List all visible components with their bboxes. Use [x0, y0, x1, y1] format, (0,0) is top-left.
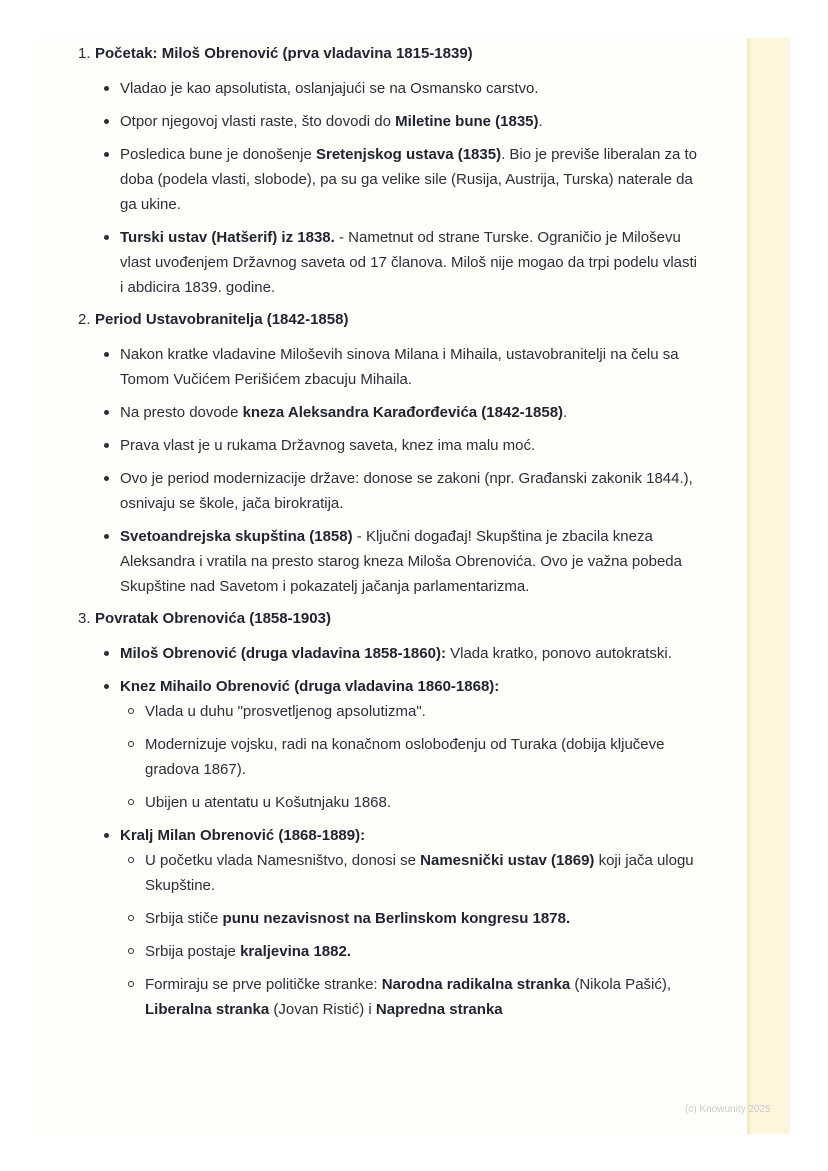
sub-list-item: Srbija postaje kraljevina 1882. — [145, 939, 698, 964]
document-page — [38, 38, 790, 1134]
list-item: Prava vlast je u rukama Državnog saveta, knez ima malu moć. — [120, 433, 698, 458]
sub-list — [120, 848, 698, 1022]
list-item: Ovo je period modernizacije države: donose se zakoni (npr. Građanski zakonik 1844.), osnivaju se škole, jača birokratija. — [120, 466, 698, 516]
section-1 — [78, 42, 698, 300]
list-item: Knez Mihailo Obrenović (druga vladavina 1860-1868): Vlada u duhu "prosvetljenog apsolutizma". Modernizuje vojsku, radi na konačnom oslobođenju od Turaka (dobija ključeve gradova 1867). Ubijen u atentatu u Košutnjaku 1868. — [120, 674, 698, 815]
bullet-list — [78, 342, 698, 599]
list-item: Na presto dovode kneza Aleksandra Karađorđevića (1842-1858). — [120, 400, 698, 425]
section-title: Početak: Miloš Obrenović (prva vladavina 1815-1839) — [95, 45, 473, 62]
sub-list-item: U početku vlada Namesništvo, donosi se Namesnički ustav (1869) koji jača ulogu Skupštine. — [145, 848, 698, 898]
section-number: 2. — [78, 311, 91, 328]
sub-list-item: Vlada u duhu "prosvetljenog apsolutizma". — [145, 699, 698, 724]
list-item: Vladao je kao apsolutista, oslanjajući se na Osmansko carstvo. — [120, 76, 698, 101]
bullet-list — [78, 76, 698, 300]
page-edge-stripe — [750, 38, 790, 1134]
list-item: Kralj Milan Obrenović (1868-1889): U početku vlada Namesništvo, donosi se Namesnički ustav (1869) koji jača ulogu Skupštine. Srbija stiče punu nezavisnost na Berlinskom kongresu 1878. Srbija postaje kraljevina 1882. Formiraju se prve političke stranke: Narodna radikalna stranka (Nikola Pašić), Liberalna stranka (Jovan Ristić) i Napredna stranka — [120, 823, 698, 1022]
sub-list — [120, 699, 698, 815]
document-content — [78, 42, 698, 1030]
section-3 — [78, 607, 698, 1022]
list-item: Turski ustav (Hatšerif) iz 1838. - Nametnut od strane Turske. Ograničio je Miloševu vlast uvođenjem Državnog saveta od 17 članova. Miloš nije mogao da trpi podelu vlasti i abdicira 1839. godine. — [120, 225, 698, 300]
list-item: Miloš Obrenović (druga vladavina 1858-1860): Vlada kratko, ponovo autokratski. — [120, 641, 698, 666]
sub-list-item: Modernizuje vojsku, radi na konačnom oslobođenju od Turaka (dobija ključeve gradova 1867). — [145, 732, 698, 782]
section-number: 3. — [78, 610, 91, 627]
section-title: Povratak Obrenovića (1858-1903) — [95, 610, 331, 627]
section-heading — [78, 607, 698, 631]
section-heading — [78, 308, 698, 332]
bullet-list — [78, 641, 698, 1022]
section-title: Period Ustavobranitelja (1842-1858) — [95, 311, 349, 328]
sub-list-item: Ubijen u atentatu u Košutnjaku 1868. — [145, 790, 698, 815]
section-number: 1. — [78, 45, 91, 62]
list-item: Posledica bune je donošenje Sretenjskog ustava (1835). Bio je previše liberalan za to doba (podela vlasti, slobode), pa su ga velike sile (Rusija, Austrija, Turska) naterale da ga ukine. — [120, 142, 698, 217]
list-item: Otpor njegovoj vlasti raste, što dovodi do Miletine bune (1835). — [120, 109, 698, 134]
section-2 — [78, 308, 698, 599]
sub-list-item: Formiraju se prve političke stranke: Narodna radikalna stranka (Nikola Pašić), Liberalna stranka (Jovan Ristić) i Napredna stranka — [145, 972, 698, 1022]
list-item: Nakon kratke vladavine Miloševih sinova Milana i Mihaila, ustavobranitelji na čelu sa Tomom Vučićem Perišićem zbacuju Mihaila. — [120, 342, 698, 392]
section-heading — [78, 42, 698, 66]
sub-list-item: Srbija stiče punu nezavisnost na Berlinskom kongresu 1878. — [145, 906, 698, 931]
copyright-footer: (c) Knowunity 2025 — [685, 1104, 771, 1115]
list-item: Svetoandrejska skupština (1858) - Ključni događaj! Skupština je zbacila kneza Aleksandra i vratila na presto starog kneza Miloša Obrenovića. Ovo je važna pobeda Skupštine nad Savetom i pokazatelj jačanja parlamentarizma. — [120, 524, 698, 599]
